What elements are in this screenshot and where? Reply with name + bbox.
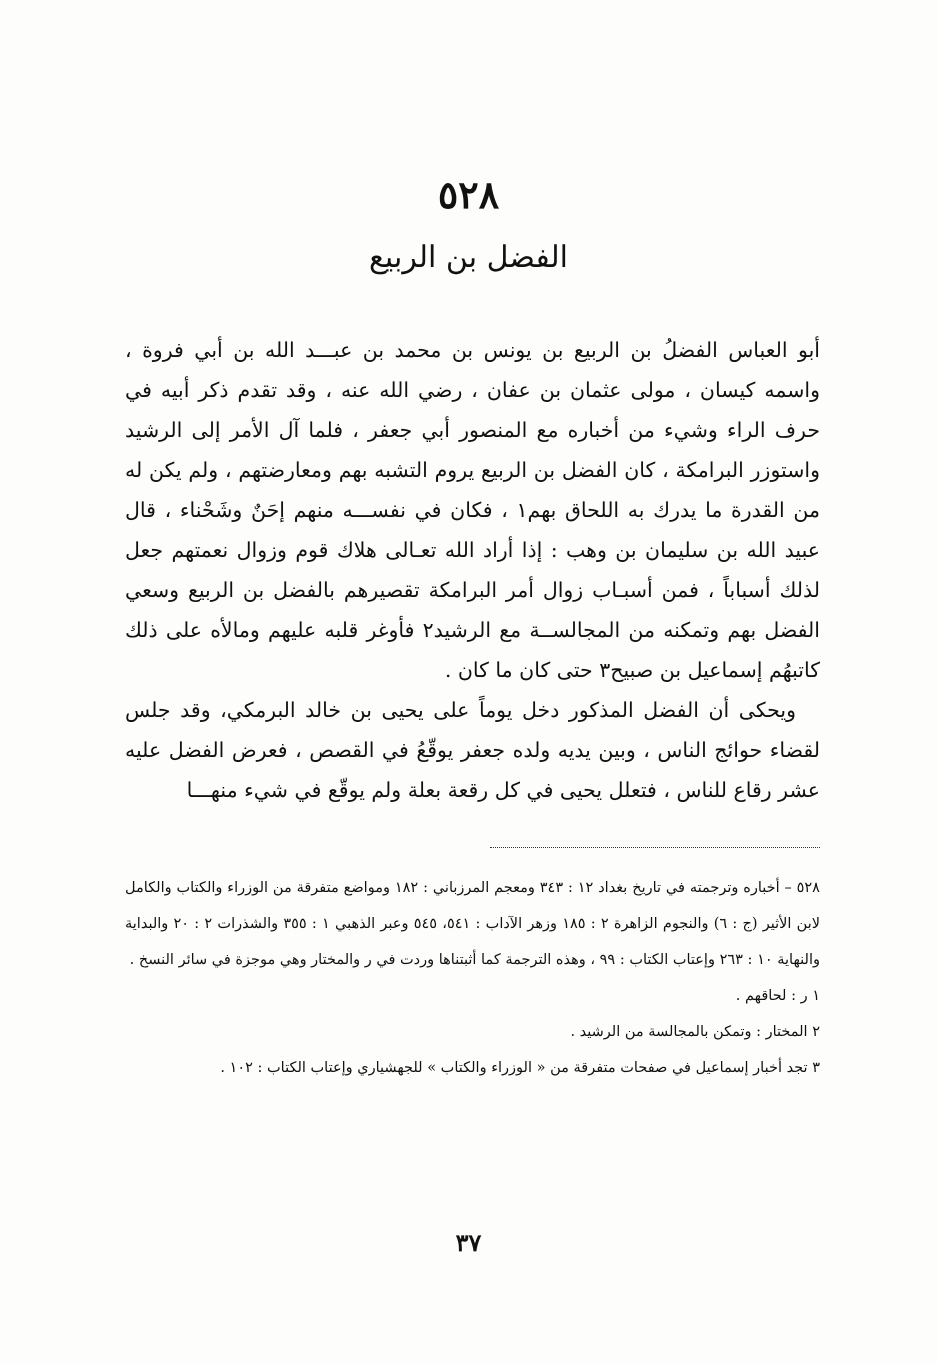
- paragraph-2: ويحكى أن الفضل المذكور دخل يوماً على يحيى بن خالد البرمكي، وقد جلس لقضاء حوائج الناس ، وبين يديه ولده جعفر يوقّعُ في القصص ، فعرض الفضل عليه عشر رقاع للناس ، فتعلل يحيى في كل رقعة بعلة ولم يوقّع في شيء منهـــا: [125, 698, 820, 802]
- footnote-1: ١ ر : لحاقهم .: [735, 988, 820, 1004]
- footnote-divider: [490, 847, 820, 848]
- footnotes: [125, 870, 820, 1086]
- footnote-2: ٢ المختار : وتمكن بالمجالسة من الرشيد .: [570, 1024, 820, 1040]
- entry-title: الفضل بن الربيع: [368, 240, 569, 275]
- entry-number: ٥٢٨: [437, 172, 500, 217]
- paragraph-1: أبو العباس الفضلُ بن الربيع بن يونس بن محمد بن عبـــد الله بن أبي فروة ، واسمه كيسان ، مولى عثمان بن عفان ، رضي الله عنه ، وقد تقدم ذكر أبيه في حرف الراء وشيء من أخباره مع المنصور أبي جعفر ، فلما آل الأمر إلى الرشيد واستوزر البرامكة ، كان الفضل بن الربيع يروم التشبه بهم ومعارضتهم ، ولم يكن له من القدرة ما يدرك به اللحاق بهم١ ، فكان في نفســـه منهم إحَنٌ وشَحْناء ، قال عبيد الله بن سليمان بن وهب : إذا أراد الله تعـالى هلاك قوم وزوال نعمتهم جعل لذلك أسباباً ، فمن أسبـاب زوال أمر البرامكة تقصيرهم بالفضل بن الربيع وسعي الفضل بهم وتمكنه من المجالســة مع الرشيد٢ فأوغر قلبه عليهم ومالأه على ذلك كاتبهُم إسماعيل بن صبيح٣ حتى كان ما كان .: [125, 338, 820, 682]
- page-number: ٣٧: [455, 1228, 482, 1257]
- main-text: [125, 330, 820, 810]
- footnote-3: ٣ تجد أخبار إسماعيل في صفحات متفرقة من « الوزراء والكتاب » للجهشياري وإعتاب الكتاب : ١٠٢ .: [220, 1060, 820, 1076]
- footnote-main: ٥٢٨ – أخباره وترجمته في تاريخ بغداد ١٢ : ٣٤٣ ومعجم المرزباني : ١٨٢ ومواضع متفرقة من الوزراء والكتاب والكامل لابن الأثير (ج : ٦) والنجوم الزاهرة ٢ : ١٨٥ وزهر الآداب : ٥٤١، ٥٤٥ وعبر الذهبي ١ : ٣٥٥ والشذرات ٢ : ٢٠ والبداية والنهاية ١٠ : ٢٦٣ وإعتاب الكتاب : ٩٩ ، وهذه الترجمة كما أثبتناها وردت في ر والمختار وهي موجزة في سائر النسخ .: [125, 880, 820, 968]
